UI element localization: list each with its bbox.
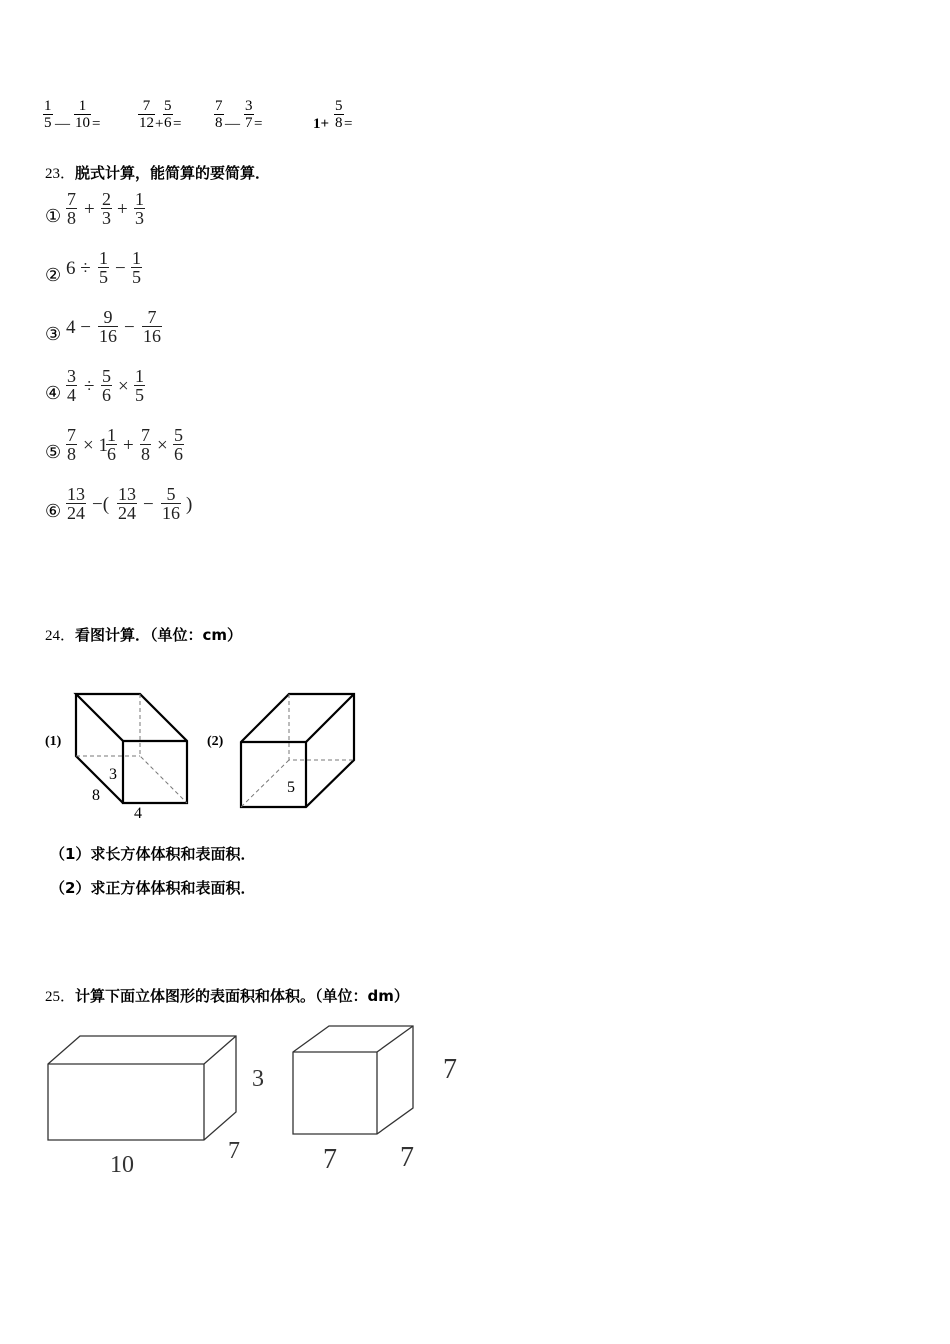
operator: ÷ xyxy=(84,376,95,397)
question-25-title: 25．计算下面立体图形的表面积和体积。（单位：dm） xyxy=(45,987,409,1005)
dim-side: 7 xyxy=(400,1142,414,1173)
operator: − xyxy=(124,317,135,338)
sub-question-2: （2）求正方体体积和表面积． xyxy=(50,879,256,897)
equals-sign: = xyxy=(92,116,101,132)
figure-1-label: (1) xyxy=(45,734,62,749)
marker-2: ② xyxy=(45,265,62,286)
fraction: $\frac{7}{8}$ xyxy=(215,98,223,131)
fraction: 1 5 xyxy=(135,366,144,405)
fraction: 1 3 xyxy=(135,189,144,228)
fraction: 5 16 xyxy=(162,484,180,523)
marker-3: ③ xyxy=(45,324,62,345)
fraction: 1 5 xyxy=(99,248,108,287)
dim-edge: 5 xyxy=(287,779,295,796)
cuboid-figure-1 xyxy=(70,688,195,823)
operator: − xyxy=(143,494,154,515)
fraction: $\frac{7}{12}$ xyxy=(139,98,154,131)
fraction: 2 3 xyxy=(102,189,111,228)
marker-1: ① xyxy=(45,206,62,227)
fraction: 1 5 xyxy=(132,248,141,287)
operator: — xyxy=(55,116,70,132)
question-23-title: 23．脱式计算，能简算的要简算． xyxy=(45,164,271,182)
dim-length: 10 xyxy=(110,1152,134,1178)
operator: −( xyxy=(92,494,110,515)
operator: × xyxy=(118,376,129,397)
fraction: 13 24 xyxy=(67,484,85,523)
cube-figure-2 xyxy=(235,688,360,813)
marker-5: ⑤ xyxy=(45,442,62,463)
close-paren: ) xyxy=(186,494,193,515)
operator: × xyxy=(157,435,168,456)
equals-sign: = xyxy=(344,116,353,132)
dim-front: 7 xyxy=(323,1144,337,1175)
dim-height: 3 xyxy=(252,1066,264,1092)
fraction: 7 8 xyxy=(67,425,76,464)
fraction: $\frac{1}{10}$ xyxy=(75,98,90,131)
operator: × 1 xyxy=(83,435,108,456)
fraction: $\frac{5}{6}$ xyxy=(164,98,172,131)
dim-depth: 8 xyxy=(92,787,100,804)
dim-height: 3 xyxy=(109,766,117,783)
figure-2-label: (2) xyxy=(207,734,224,749)
sub-question-1: （1）求长方体体积和表面积． xyxy=(50,845,256,863)
dim-height: 7 xyxy=(443,1054,457,1085)
leading-term: 1+ xyxy=(313,116,330,132)
fraction: 7 8 xyxy=(141,425,150,464)
fraction: 9 16 xyxy=(99,307,117,346)
dim-width: 7 xyxy=(228,1138,240,1164)
fraction: 5 6 xyxy=(102,366,111,405)
marker-4: ④ xyxy=(45,383,62,404)
fraction: $\frac{3}{7}$ xyxy=(245,98,253,131)
fraction: 7 8 xyxy=(67,189,76,228)
fraction: 1 6 xyxy=(107,425,116,464)
operator: + xyxy=(84,199,95,220)
operator: − xyxy=(115,258,126,279)
fraction: 7 16 xyxy=(143,307,161,346)
fraction: $\frac{1}{5}$ xyxy=(44,98,52,131)
fraction: 3 4 xyxy=(67,366,76,405)
leading-term: 6 ÷ xyxy=(66,258,91,279)
marker-6: ⑥ xyxy=(45,501,62,522)
fraction: $\frac{5}{8}$ xyxy=(335,98,343,131)
operator: + xyxy=(117,199,128,220)
operator: + xyxy=(155,116,164,132)
equals-sign: = xyxy=(173,116,182,132)
question-24-title: 24．看图计算．（单位：cm） xyxy=(45,626,243,644)
operator: + xyxy=(123,435,134,456)
cube xyxy=(285,1022,465,1182)
fraction: 5 6 xyxy=(174,425,183,464)
operator: — xyxy=(225,116,240,132)
leading-term: 4 − xyxy=(66,317,91,338)
rectangular-prism xyxy=(40,1028,290,1188)
fraction: 13 24 xyxy=(118,484,136,523)
dim-width: 4 xyxy=(134,805,142,822)
equals-sign: = xyxy=(254,116,263,132)
